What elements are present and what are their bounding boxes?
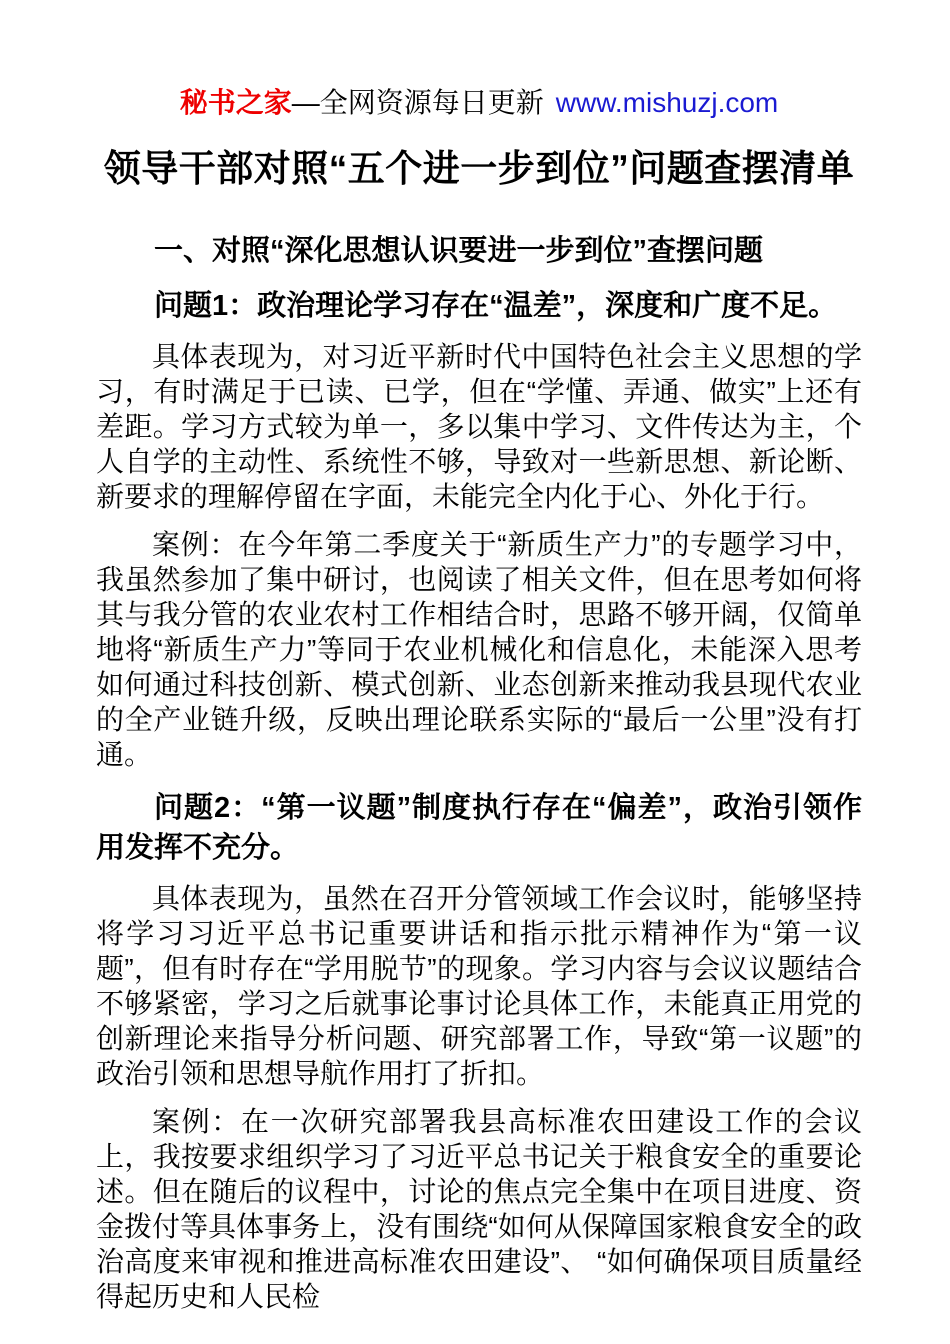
- problem-2-detail-paragraph: 具体表现为，虽然在召开分管领域工作会议时，能够坚持将学习习近平总书记重要讲话和指示批示精神作为“第一议题”，但有时存在“学用脱节”的现象。学习内容与会议议题结合不够紧密，学习之后就事论事讨论具体工作，未能真正用党的创新理论来指导分析问题、研究部署工作，导致“第一议题”的政治引领和思想导航作用打了折扣。: [96, 883, 862, 1089]
- problem-1-detail-paragraph: 具体表现为，对习近平新时代中国特色社会主义思想的学习，有时满足于已读、已学，但在“学懂、弄通、做实”上还有差距。学习方式较为单一，多以集中学习、文件传达为主，个人自学的主动性、系统性不够，导致对一些新思想、新论断、新要求的理解停留在字面，未能完全内化于心、外化于行。: [96, 341, 862, 512]
- problem-2-heading: 问题2：“第一议题”制度执行存在“偏差”，政治引领作用发挥不充分。: [96, 792, 862, 864]
- site-header: [96, 86, 862, 119]
- problem-1-heading: 问题1：政治理论学习存在“温差”，深度和广度不足。: [154, 290, 838, 322]
- site-url-link[interactable]: www.mishuzj.com: [555, 87, 779, 118]
- site-name: 秘书之家: [179, 87, 292, 118]
- problem-1-case-paragraph: 案例：在今年第二季度关于“新质生产力”的专题学习中，我虽然参加了集中研讨，也阅读了相关文件，但在思考如何将其与我分管的农业农村工作相结合时，思路不够开阔，仅简单地将“新质生产力”等同于农业机械化和信息化，未能深入思考如何通过科技创新、模式创新、业态创新来推动我县现代农业的全产业链升级，反映出理论联系实际的“最后一公里”没有打通。: [96, 529, 862, 770]
- section-1-heading: 一、对照“深化思想认识要进一步到位”查摆问题: [154, 235, 764, 267]
- problem-2-case-paragraph: 案例：在一次研究部署我县高标准农田建设工作的会议上，我按要求组织学习了习近平总书记关于粮食安全的重要论述。但在随后的议程中，讨论的焦点完全集中在项目进度、资金拨付等具体事务上，没有围绕“如何从保障国家粮食安全的政治高度来审视和推进高标准农田建设”、 “如何确保项目质量经得起历史和人民检: [96, 1106, 862, 1312]
- document-title: 领导干部对照“五个进一步到位”问题查摆清单: [103, 148, 855, 189]
- site-tagline: —全网资源每日更新: [291, 87, 544, 118]
